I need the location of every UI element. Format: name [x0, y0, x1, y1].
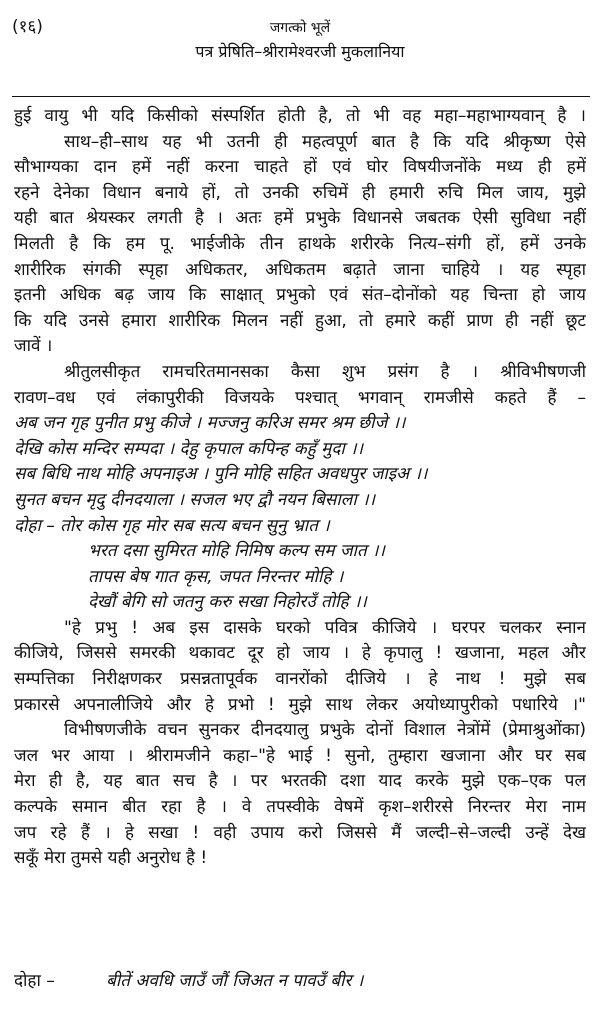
body-text: [14, 104, 586, 872]
verse-line: तापस बेष गात कृस, जपत निरन्तर मोहि ।: [88, 566, 344, 587]
text-line: हुई वायु भी यदि किसीको संस्पर्शित होती है, तो भी वह महा–महाभाग्यवान् है ।: [14, 106, 586, 126]
doha-verse: बीतें अवधि जाउँ जौं जिअत न पावउँ बीर ।: [106, 971, 364, 991]
text-line: सकूँ मेरा तुमसे यही अनुरोध है !: [14, 848, 208, 869]
verse-line: देखि कोस मन्दिर सम्पदा । देहु कृपाल कपिन्ह कहुँ मुदा ।।: [14, 438, 364, 459]
page-title: जगत्को भूलें: [269, 20, 331, 36]
text-line: जप रहे हैं । हे सखा ! वही उपाय करो जिससे मैं जल्दी–से–जल्दी उन्हें देख: [14, 822, 586, 843]
text-line: जावें ।: [14, 336, 53, 357]
header-rule: [12, 96, 590, 97]
text-line: रहने देनेका विधान बनाये हों, तो उनकी रुचिमें ही हमारी रुचि मिल जाय, मुझे: [14, 182, 586, 203]
text-line: मिलती है कि हम पू. भाईजीके तीन हाथके शरीरके नित्य–संगी हों, हमें उनके: [14, 233, 586, 254]
text-line: विभीषणजीके वचन सुनकर दीनदयालु प्रभुके दोनों विशाल नेत्रोंमें (प्रेमाश्रुओंका): [64, 720, 586, 741]
page-number: (१६): [12, 17, 43, 37]
text-line: मेरा ही है, यह बात सच है । पर भरतकी दशा याद करके मुझे एक–एक पल: [14, 771, 586, 792]
text-line: सम्पत्तिका निरीक्षणकर प्रसन्नतापूर्वक वानरोंको दीजिये । हे नाथ ! मुझे सब: [14, 669, 586, 690]
verse-line: देखौं बेगि सो जतनु करु सखा निहोरउँ तोहि ।।: [88, 592, 367, 613]
verse-line: भरत दसा सुमिरत मोहि निमिष कल्प सम जात ।।: [88, 541, 385, 562]
text-line: कि यदि उनसे हमारा शारीरिक मिलन नहीं हुआ, तो हमारे कहीं प्राण ही नहीं छूट: [14, 310, 586, 331]
page-subtitle: पत्र प्रेषिति–श्रीरामेश्वरजी मुकलानिया: [195, 42, 405, 61]
final-doha: [14, 968, 363, 991]
text-line: रावण–वध एवं लंकापुरीकी विजयके पश्चात् भगवान् रामजीसे कहते हैं –: [14, 387, 586, 408]
text-line: शारीरिक संगकी स्पृहा अधिकतर, अधिकतम बढ़ाते जाना चाहिये । यह स्पृहा: [14, 259, 586, 280]
text-line: "हे प्रभु ! अब इस दासके घरको पवित्र कीजिये । घरपर चलकर स्नान: [64, 617, 586, 638]
text-line: कल्पके समान बीत रहा है । वे तपस्वीके वेषमें कृश–शरीरसे निरन्तर मेरा नाम: [14, 797, 586, 818]
text-line: सौभाग्यका दान हमें नहीं करना चाहते हों एवं घोर विषयीजनोंके मध्य ही हमें: [14, 157, 586, 178]
text-line: यही बात श्रेयस्कर लगती है । अतः हमें प्रभुके विधानसे जबतक ऐसी सुविधा नहीं: [14, 208, 586, 229]
verse-line: अब जन गृह पुनीत प्रभु कीजे । मज्जनु करिअ समर श्रम छीजे ।।: [14, 413, 406, 434]
text-line: साथ–ही–साथ यह भी उतनी ही महत्वपूर्ण बात है कि यदि श्रीकृष्ण ऐसे: [64, 131, 586, 152]
verse-line: दोहा – तोर कोस गृह मोर सब सत्य बचन सुनु भ्रात ।: [14, 515, 330, 536]
verse-line: सब बिधि नाथ मोहि अपनाइअ । पुनि मोहि सहित अवधपुर जाइअ ।।: [14, 464, 428, 485]
text-line: जल भर आया । श्रीरामजीने कहा–"हे भाई ! सुनो, तुम्हारा खजाना और घर सब: [14, 745, 586, 766]
text-line: कीजिये, जिससे समरकी थकावट दूर हो जाय । हे कृपालु ! खजाना, महल और: [14, 643, 586, 664]
doha-label: दोहा –: [14, 971, 55, 991]
text-line: श्रीतुलसीकृत रामचरितमानसका कैसा शुभ प्रसंग है । श्रीविभीषणजी: [64, 361, 586, 382]
verse-line: सुनत बचन मृदु दीनदयाला । सजल भए द्वौ नयन बिसाला ।।: [14, 489, 376, 510]
text-line: इतनी अधिक बढ़ जाय कि साक्षात् प्रभुको एवं संत–दोनोंको यह चिन्ता हो जाय: [14, 285, 586, 306]
text-line: प्रकारसे अपनालीजिये और हे प्रभो ! मुझे साथ लेकर अयोध्यापुरीको पधारिये ।": [14, 694, 586, 715]
